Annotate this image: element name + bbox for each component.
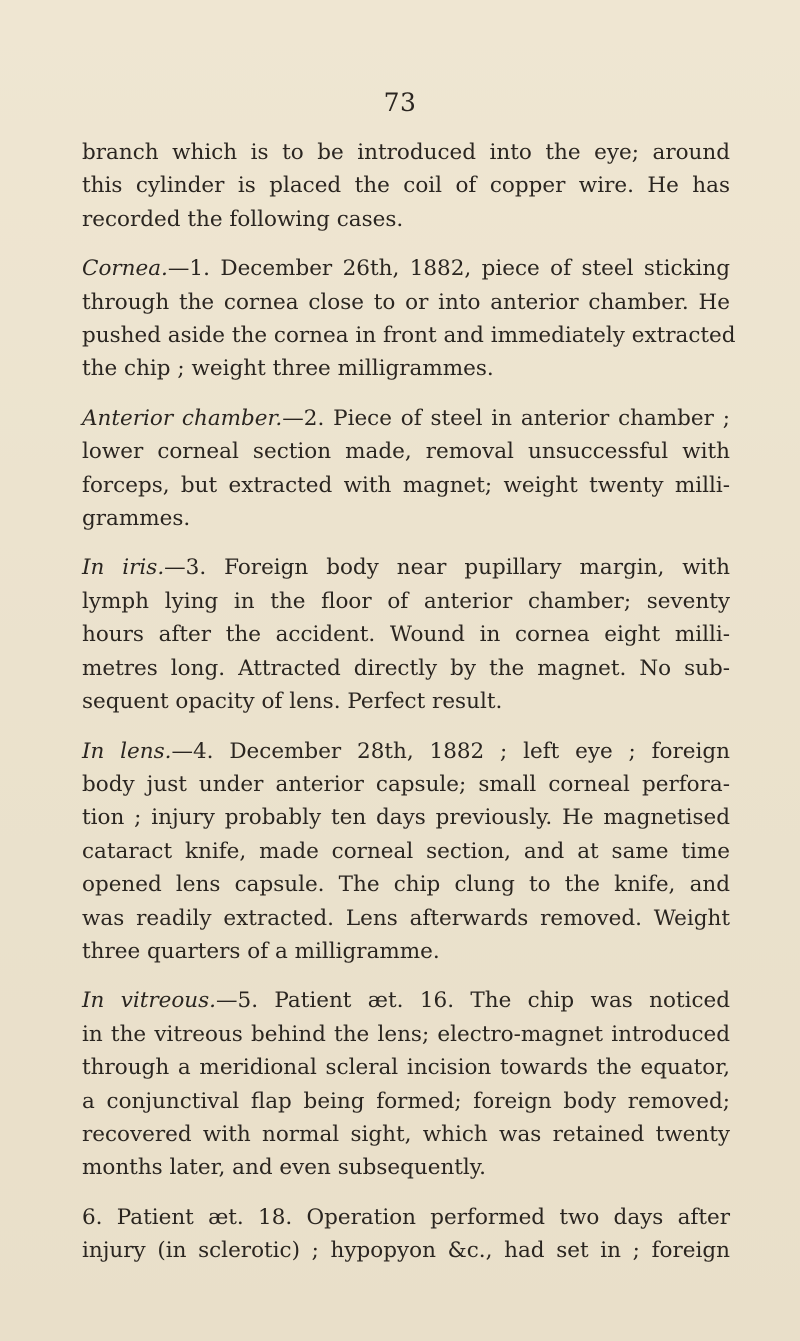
text-line xyxy=(82,735,730,768)
text-line: opened lens capsule. The chip clung to the knife, and xyxy=(82,872,730,898)
text-line-rest: —1. December 26th, 1882, piece of steel sticking xyxy=(167,256,730,282)
text-line: was readily extracted. Lens afterwards removed. Weight xyxy=(82,905,730,931)
paragraph-anterior-chamber xyxy=(82,402,730,536)
text-line: pushed aside the cornea in front and immediately extracted xyxy=(82,323,736,349)
text-line: a conjunctival flap being formed; foreign body removed; xyxy=(82,1088,730,1114)
text-line: through the cornea close to or into anterior chamber. He xyxy=(82,289,730,315)
paragraph-intro xyxy=(82,136,730,236)
text-line xyxy=(82,551,730,584)
text-line: injury (in sclerotic) ; hypopyon &c., had set in ; foreign xyxy=(82,1238,730,1264)
text-line: branch which is to be introduced into the eye; around xyxy=(82,140,730,165)
page-number: 73 xyxy=(383,88,417,117)
case-heading: Anterior chamber. xyxy=(82,405,283,431)
text-line-rest: —4. December 28th, 1882 ; left eye ; foreign xyxy=(171,738,730,764)
paragraph-lens xyxy=(82,735,730,969)
paragraph-iris xyxy=(82,551,730,718)
text-line: through a meridional scleral incision towards the equator, xyxy=(82,1055,730,1081)
case-heading: In lens. xyxy=(82,738,172,764)
text-line: the chip ; weight three milligrammes. xyxy=(82,356,494,382)
text-line: tion ; injury probably ten days previously. He magnetised xyxy=(82,805,730,831)
text-line: three quarters of a milligramme. xyxy=(82,938,440,964)
text-line: hours after the accident. Wound in cornea eight milli- xyxy=(82,622,730,648)
paragraph-case-6 xyxy=(82,1201,730,1268)
text-line xyxy=(82,984,730,1017)
text-line: 6. Patient æt. 18. Operation performed two days after xyxy=(82,1204,730,1230)
text-line: cataract knife, made corneal section, and at same time xyxy=(82,838,730,864)
text-line: lower corneal section made, removal unsuccessful with xyxy=(82,439,730,465)
text-line: recovered with normal sight, which was retained twenty xyxy=(82,1121,730,1147)
paragraph-cornea xyxy=(82,252,736,386)
case-heading: In iris. xyxy=(82,555,165,581)
text-line xyxy=(82,252,730,285)
text-line: metres long. Attracted directly by the magnet. No sub- xyxy=(82,655,730,681)
text-line-rest: —5. Patient æt. 16. The chip was noticed xyxy=(216,988,730,1014)
text-line: grammes. xyxy=(82,506,191,532)
text-line: this cylinder is placed the coil of copper wire. He has xyxy=(82,173,730,199)
text-line: recorded the following cases. xyxy=(82,206,404,232)
text-line-rest: —3. Foreign body near pupillary margin, with xyxy=(164,555,730,581)
text-line: in the vitreous behind the lens; electro-magnet introduced xyxy=(82,1021,730,1047)
case-heading: In vitreous. xyxy=(82,988,217,1014)
text-line: months later, and even subsequently. xyxy=(82,1155,486,1181)
case-heading: Cornea. xyxy=(82,256,168,282)
text-line-rest: —2. Piece of steel in anterior chamber ; xyxy=(282,405,730,431)
text-line: body just under anterior capsule; small corneal perfora- xyxy=(82,771,730,797)
text-line: sequent opacity of lens. Perfect result. xyxy=(82,689,503,715)
paragraph-vitreous xyxy=(82,984,730,1184)
body-text xyxy=(82,136,736,1284)
text-line xyxy=(82,402,730,435)
text-line: forceps, but extracted with magnet; weight twenty milli- xyxy=(82,472,730,498)
text-line: lymph lying in the floor of anterior chamber; seventy xyxy=(82,588,730,614)
